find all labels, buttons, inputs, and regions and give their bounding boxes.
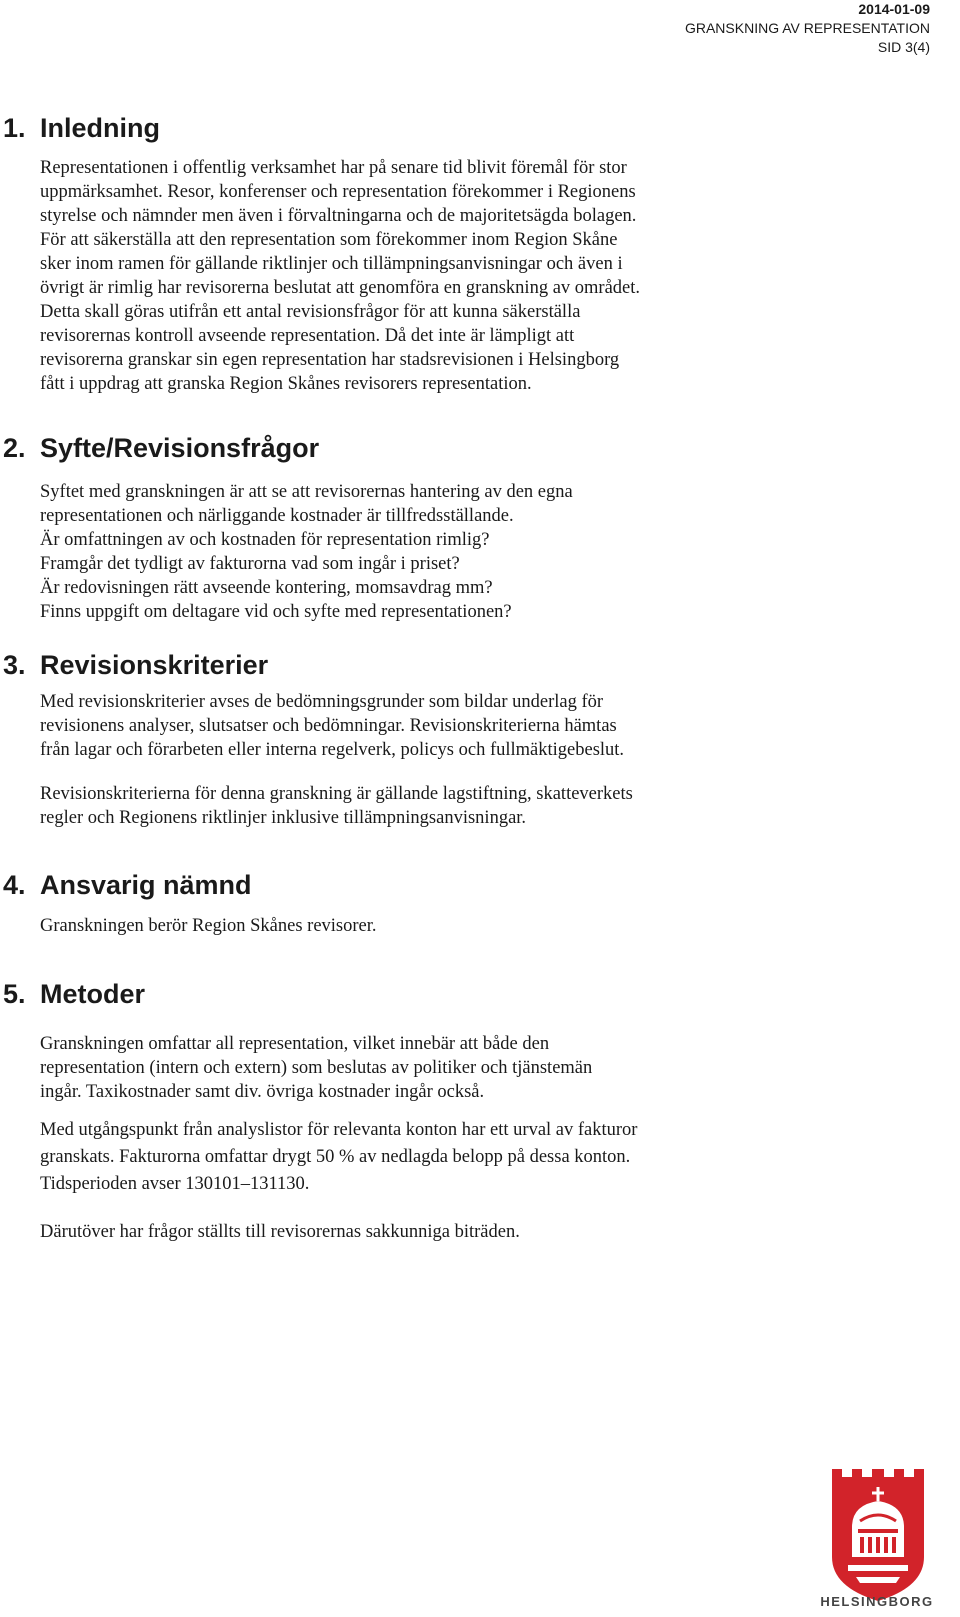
text-line: representation (intern och extern) som beslutas av politiker och tjänstemän	[40, 1058, 593, 1078]
text-line: sker inom ramen för gällande riktlinjer och tillämpningsanvisningar och även i	[40, 254, 623, 274]
text-line: revisorernas kontroll avseende representation. Då det inte är lämpligt att	[40, 326, 575, 346]
section-number: 3.	[3, 650, 26, 680]
header-page-number: SID 3(4)	[877, 39, 930, 55]
text-line: Därutöver har frågor ställts till revisorernas sakkunniga biträden.	[40, 1222, 520, 1242]
text-line: Är redovisningen rätt avseende kontering, momsavdrag mm?	[40, 578, 493, 598]
text-line: Är omfattningen av och kostnaden för representation rimlig?	[40, 530, 490, 550]
section-number: 1.	[3, 113, 26, 143]
text-line: fått i uppdrag att granska Region Skånes revisorers representation.	[40, 374, 532, 394]
section-heading	[0, 649, 268, 681]
section-heading	[0, 112, 160, 144]
section-title: Metoder	[40, 979, 146, 1009]
text-line: Med utgångspunkt från analyslistor för relevanta konton har ett urval av fakturor	[40, 1120, 638, 1140]
section-title: Revisionskriterier	[40, 650, 269, 680]
paragraph	[40, 690, 920, 762]
text-line: Granskningen omfattar all representation, vilket innebär att både den	[40, 1034, 550, 1054]
section-number: 4.	[3, 870, 26, 900]
text-line: Framgår det tydligt av fakturorna vad som ingår i priset?	[40, 554, 460, 574]
text-line: representationen och närliggande kostnader är tillfredsställande.	[40, 506, 514, 526]
section-heading	[0, 869, 252, 901]
paragraph	[40, 480, 920, 624]
text-line: från lagar och förarbeten eller interna regelverk, policys och fullmäktigebeslut.	[40, 740, 625, 760]
text-line: revisionens analyser, slutsatser och bedömningar. Revisionskriterierna hämtas	[40, 716, 617, 736]
text-line: uppmärksamhet. Resor, konferenser och representation förekommer i Regionens	[40, 182, 636, 202]
section-title: Inledning	[40, 113, 160, 143]
text-line: Granskningen berör Region Skånes revisorer.	[40, 916, 377, 936]
header-date: 2014-01-09	[858, 1, 930, 17]
section-title: Ansvarig nämnd	[40, 870, 252, 900]
text-line: Detta skall göras utifrån ett antal revisionsfrågor för att kunna säkerställa	[40, 302, 581, 322]
text-line: regler och Regionens riktlinjer inklusive tillämpningsanvisningar.	[40, 808, 527, 828]
helsingborg-crest-logo	[818, 1455, 938, 1615]
logo-wordmark: HELSINGBORG	[820, 1594, 934, 1609]
text-line: Revisionskriterierna för denna granskning är gällande lagstiftning, skatteverkets	[40, 784, 633, 804]
text-line: styrelse och nämnder men även i förvaltningarna och de majoritetsägda bolagen.	[40, 206, 637, 226]
text-line: Representationen i offentlig verksamhet har på senare tid blivit föremål för stor	[40, 158, 627, 178]
text-line: övrigt är rimlig har revisorerna beslutat att genomföra en granskning av området.	[40, 278, 641, 298]
text-line: granskats. Fakturorna omfattar drygt 50 % av nedlagda belopp på dessa konton.	[40, 1147, 631, 1167]
text-line: Med revisionskriterier avses de bedömningsgrunder som bildar underlag för	[40, 692, 604, 712]
page-header	[685, 0, 930, 57]
section-number: 5.	[3, 979, 26, 1009]
section-heading	[0, 978, 145, 1010]
text-line: Finns uppgift om deltagare vid och syfte med representationen?	[40, 602, 512, 622]
paragraph	[40, 782, 920, 830]
paragraph	[40, 1032, 920, 1104]
text-line: ingår. Taxikostnader samt div. övriga kostnader ingår också.	[40, 1082, 485, 1102]
text-line: För att säkerställa att den representation som förekommer inom Region Skåne	[40, 230, 618, 250]
section-heading	[0, 432, 319, 464]
paragraph	[40, 914, 920, 938]
section-number: 2.	[3, 433, 26, 463]
paragraph	[40, 1117, 920, 1198]
text-line: Tidsperioden avser 130101–131130.	[40, 1174, 310, 1194]
paragraph	[40, 1220, 920, 1244]
text-line: revisorerna granskar sin egen representation har stadsrevisionen i Helsingborg	[40, 350, 620, 370]
paragraph	[40, 156, 920, 396]
section-title: Syfte/Revisionsfrågor	[40, 433, 320, 463]
header-title: GRANSKNING AV REPRESENTATION	[684, 20, 930, 36]
text-line: Syftet med granskningen är att se att revisorernas hantering av den egna	[40, 482, 573, 502]
